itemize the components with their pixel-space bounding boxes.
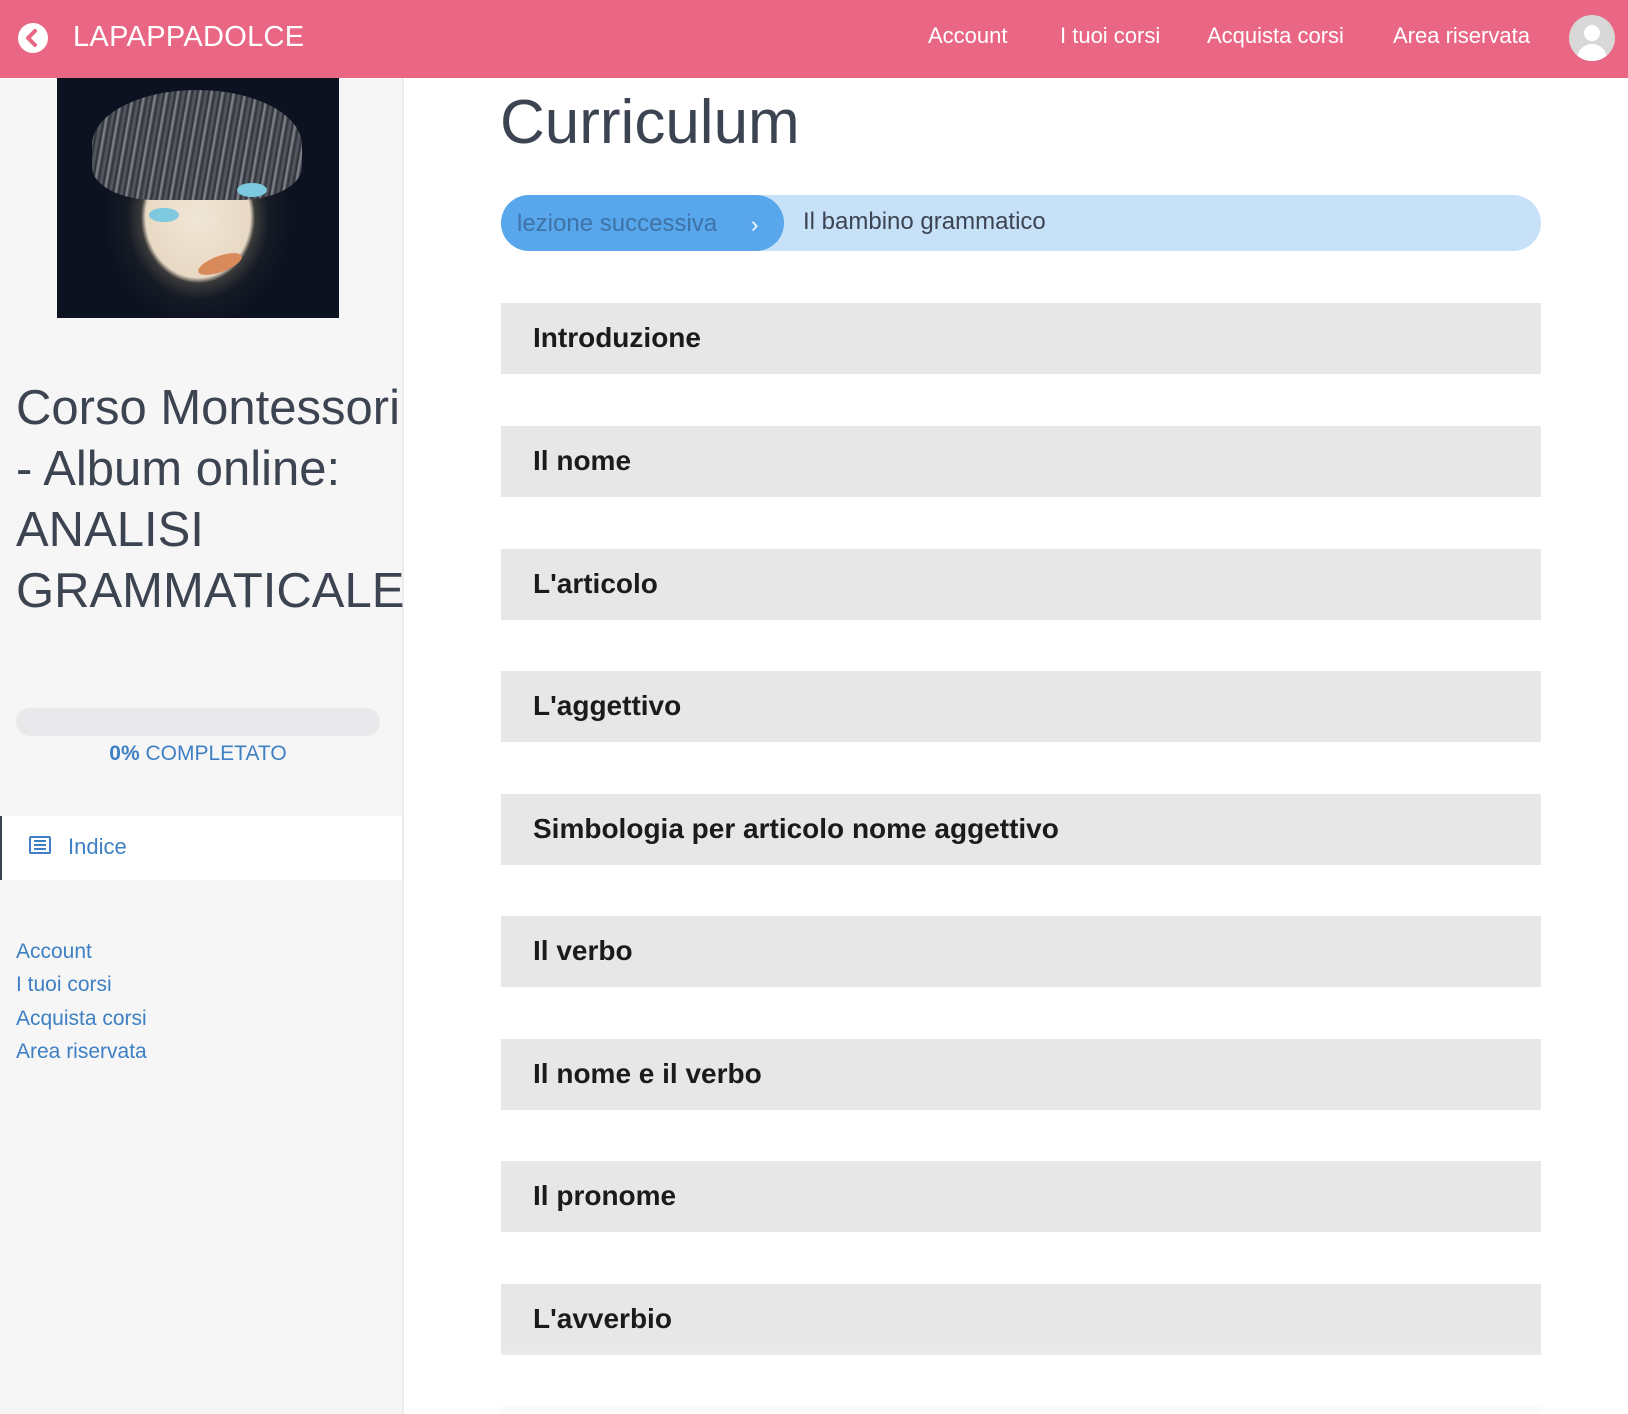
sidebar-link-acquista-corsi[interactable]: Acquista corsi [16, 1007, 147, 1030]
section-title: Il verbo [533, 935, 633, 966]
sidebar-link-area-riservata[interactable]: Area riservata [16, 1040, 147, 1063]
progress-bar [16, 708, 380, 736]
section-simbologia[interactable] [501, 794, 1541, 865]
section-il-nome[interactable] [501, 426, 1541, 497]
back-arrow-icon[interactable] [18, 23, 48, 53]
page-title: Curriculum [500, 88, 800, 157]
course-title: Corso Montessori - Album online: ANALISI GRAMMATICALE [16, 381, 405, 618]
indice-label: Indice [68, 834, 127, 859]
section-lavverbio[interactable] [501, 1284, 1541, 1355]
cover-mouth [196, 249, 245, 280]
section-title: Simbologia per articolo nome aggettivo [533, 813, 1059, 844]
section-title: Il nome e il verbo [533, 1058, 762, 1089]
section-title: Il nome [533, 445, 632, 476]
section-il-pronome[interactable] [501, 1161, 1541, 1232]
nav-acquista-corsi[interactable]: Acquista corsi [1207, 23, 1344, 48]
next-lesson-label: lezione successiva [517, 210, 718, 237]
next-lesson-bar[interactable] [501, 195, 1541, 251]
top-bar [0, 0, 1628, 78]
next-lesson-title[interactable]: Il bambino grammatico [803, 208, 1046, 235]
progress-text: COMPLETATO [145, 742, 287, 765]
nav-i-tuoi-corsi[interactable]: I tuoi corsi [1060, 23, 1161, 48]
nav-account[interactable]: Account [928, 23, 1008, 48]
list-icon [29, 836, 51, 854]
cover-eye-right [237, 183, 267, 197]
section-title: Introduzione [533, 322, 701, 353]
avatar-body [1577, 44, 1607, 61]
section-introduzione[interactable] [501, 303, 1541, 374]
section-laggettivo[interactable] [501, 671, 1541, 742]
section-il-verbo[interactable] [501, 916, 1541, 987]
next-lesson-button[interactable] [501, 195, 784, 251]
section-next-partial[interactable] [501, 1406, 1541, 1414]
progress-label [16, 742, 380, 766]
sidebar-link-i-tuoi-corsi[interactable]: I tuoi corsi [16, 973, 112, 996]
section-larticolo[interactable] [501, 549, 1541, 620]
section-title: L'avverbio [533, 1303, 672, 1334]
section-il-nome-e-il-verbo[interactable] [501, 1039, 1541, 1110]
chevron-right-icon: › [751, 212, 759, 237]
avatar-head [1584, 25, 1600, 41]
sidebar-link-account[interactable]: Account [16, 940, 92, 963]
sidebar-item-indice[interactable] [0, 816, 402, 880]
section-title: L'aggettivo [533, 690, 682, 721]
course-cover-image [57, 78, 339, 318]
user-avatar-icon[interactable] [1569, 15, 1615, 61]
section-title: Il pronome [533, 1180, 677, 1211]
nav-area-riservata[interactable]: Area riservata [1393, 23, 1530, 48]
cover-hair [92, 90, 302, 200]
brand-name[interactable]: LAPAPPADOLCE [73, 21, 305, 53]
cover-eye-left [149, 208, 179, 222]
sidebar [0, 78, 404, 1414]
progress-percent: 0% [109, 742, 140, 765]
section-title: L'articolo [533, 568, 658, 599]
